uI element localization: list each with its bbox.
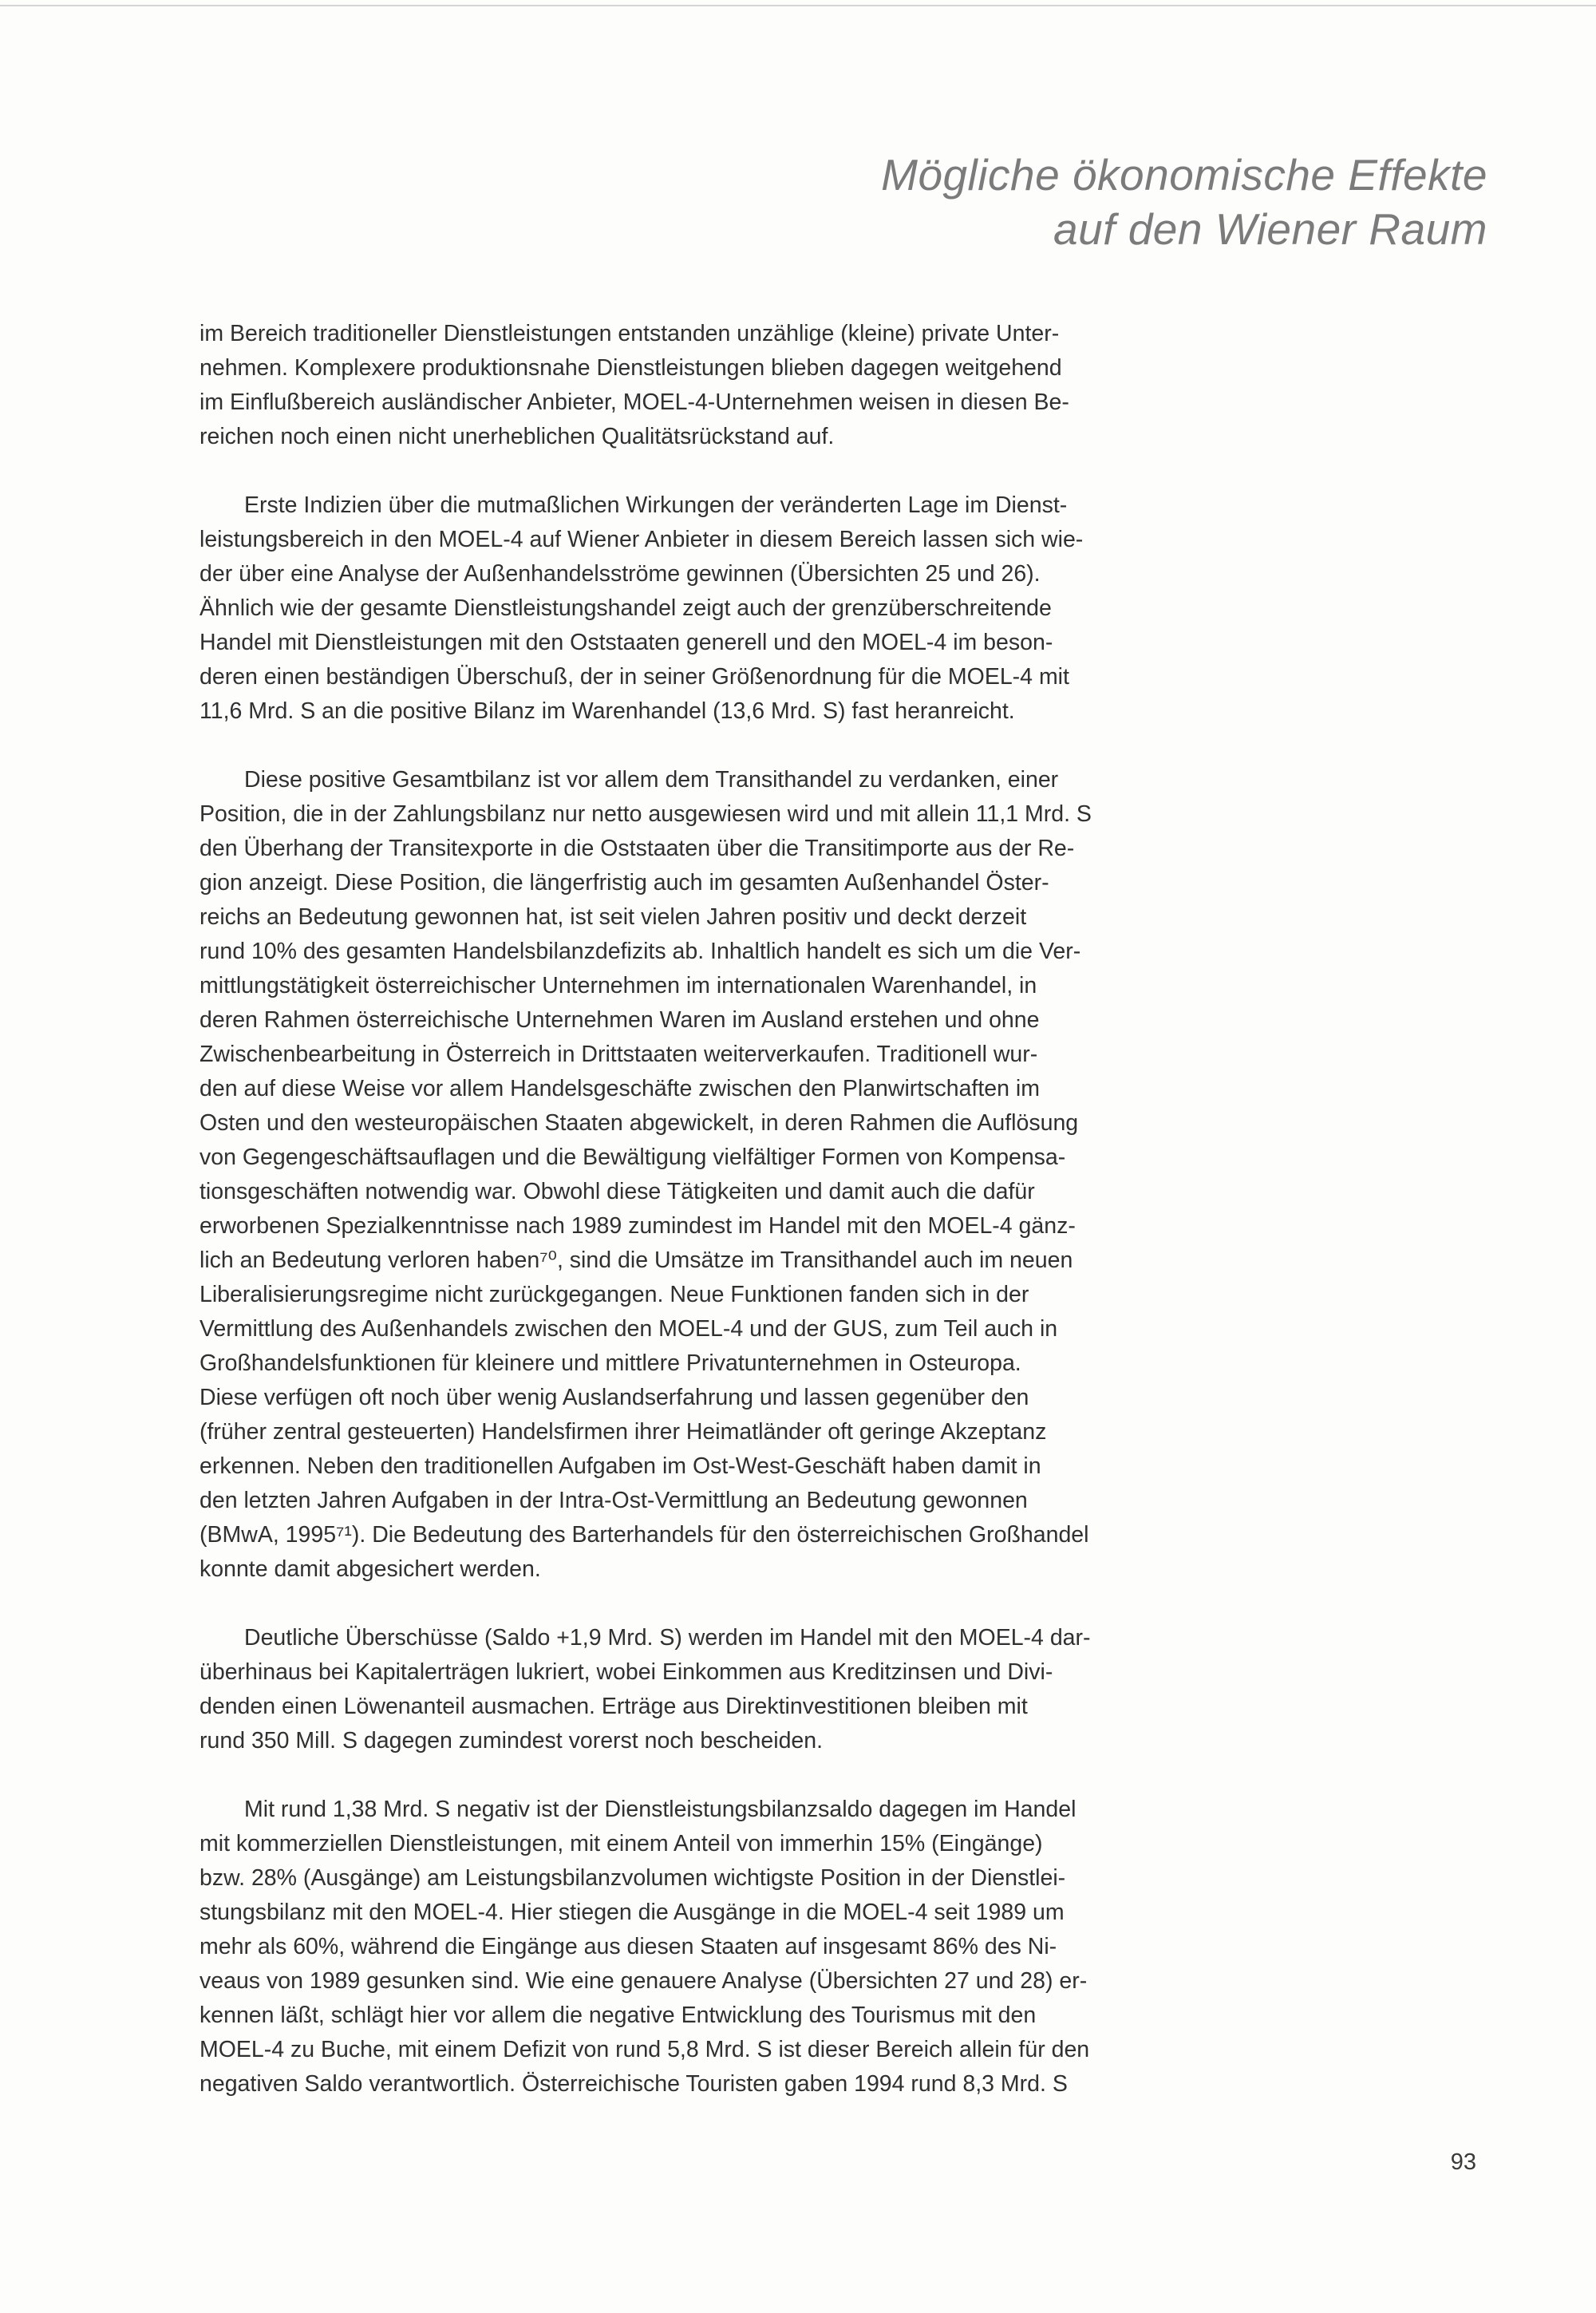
page-number: 93 [1450,2149,1476,2175]
paragraph-commercial-services: Mit rund 1,38 Mrd. S negativ ist der Dienstleistungsbilanzsaldo dagegen im Handel mit kommerziellen Dienstleistungen, mit einem Anteil von immerhin 15% (Eingänge) bzw. 28% (Ausgänge) am Leistungsbilanzvolumen wichtigste Position in der Dienstlei- stungsbilanz mit den MOEL-4. Hier stiegen die Ausgänge in die MOEL-4 seit 1989 um mehr als 60%, während die Eingänge aus diesen Staaten auf insgesamt 86% des Ni- veaus von 1989 gesunken sind. Wie eine genauere Analyse (Übersichten 27 und 28) er- kennen läßt, schlägt hier vor allem die negative Entwicklung des Tourismus mit den MOEL-4 zu Buche, mit einem Defizit von rund 5,8 Mrd. S ist dieser Bereich allein für den negativen Saldo verantwortlich. Österreichische Touristen gaben 1994 rund 8,3 Mrd. S [200,1797,1090,2097]
paragraph-service-trade: Erste Indizien über die mutmaßlichen Wirkungen der veränderten Lage im Dienst- leistungsbereich in den MOEL-4 auf Wiener Anbieter in diesem Bereich lassen sich wie- der über eine Analyse der Außenhandelsströme gewinnen (Übersichten 25 und 26). Ähnlich wie der gesamte Dienstleistungshandel zeigt auch der grenzüberschreitende Handel mit Dienstleistungen mit den Oststaaten generell und den MOEL-4 im beson- deren einen beständigen Überschuß, der in seiner Größenordnung für die MOEL-4 mit 11,6 Mrd. S an die positive Bilanz im Warenhandel (13,6 Mrd. S) fast heranreicht. [200,492,1084,724]
running-head-line-2: auf den Wiener Raum [1053,204,1487,254]
running-head [769,148,1487,256]
paragraph-continuation: im Bereich traditioneller Dienstleistungen entstanden unzählige (kleine) private Unter- nehmen. Komplexere produktionsnahe Dienstleistungen blieben dagegen weitgehend im Einflußbereich ausländischer Anbieter, MOEL-4-Unternehmen weisen in diesen Be- reichen noch einen nicht unerheblichen Qualitätsrückstand auf. [200,321,1069,449]
body-text [200,317,1133,2101]
running-head-line-1: Mögliche ökonomische Effekte [881,150,1487,200]
paragraph-transit-trade: Diese positive Gesamtbilanz ist vor allem dem Transithandel zu verdanken, einer Position, die in der Zahlungsbilanz nur netto ausgewiesen wird und mit allein 11,1 Mrd. S den Überhang der Transitexporte in die Oststaaten über die Transitimporte aus der Re- gion anzeigt. Diese Position, die längerfristig auch im gesamten Außenhandel Öster- reichs an Bedeutung gewonnen hat, ist seit vielen Jahren positiv und deckt derzeit rund 10% des gesamten Handelsbilanzdefizits ab. Inhaltlich handelt es sich um die Ver- mittlungstätigkeit österreichischer Unternehmen im internationalen Warenhandel, in deren Rahmen österreichische Unternehmen Waren im Ausland erstehen und ohne Zwischenbearbeitung in Österreich in Drittstaaten weiterverkaufen. Traditionell wur- den auf diese Weise vor allem Handelsgeschäfte zwischen den Planwirtschaften im Osten und den westeuropäischen Staaten abgewickelt, in deren Rahmen die Auflösung von Gegengeschäftsauflagen und die Bewältigung vielfältiger Formen von Kompensa- tionsgeschäften notwendig war. Obwohl diese Tätigkeiten und damit auch die dafür erworbenen Spezialkenntnisse nach 1989 zumindest im Handel mit den MOEL-4 gänz- lich an Bedeutung verloren haben⁷⁰, sind die Umsätze im Transithandel auch im neuen Liberalisierungsregime nicht zurückgegangen. Neue Funktionen fanden sich in der Vermittlung des Außenhandels zwischen den MOEL-4 und der GUS, zum Teil auch in Großhandelsfunktionen für kleinere und mittlere Privatunternehmen in Osteuropa. Diese verfügen oft noch über wenig Auslandserfahrung und lassen gegenüber den (früher zentral gesteuerten) Handelsfirmen ihrer Heimatländer oft geringe Akzeptanz erkennen. Neben den traditionellen Aufgaben im Ost-West-Geschäft haben damit in den letzten Jahren Aufgaben in der Intra-Ost-Vermittlung an Bedeutung gewonnen (BMwA, 1995⁷¹). Die Bedeutung des Barterhandels für den österreichischen Großhandel konnte damit abgesichert werden. [200,767,1092,1582]
top-rule [0,5,1596,6]
paragraph-capital-income: Deutliche Überschüsse (Saldo +1,9 Mrd. S) werden im Handel mit den MOEL-4 dar- überhinaus bei Kapitalerträgen lukriert, wobei Einkommen aus Kreditzinsen und Divi- denden einen Löwenanteil ausmachen. Erträge aus Direktinvestitionen bleiben mit rund 350 Mill. S dagegen zumindest vorerst noch bescheiden. [200,1625,1091,1754]
